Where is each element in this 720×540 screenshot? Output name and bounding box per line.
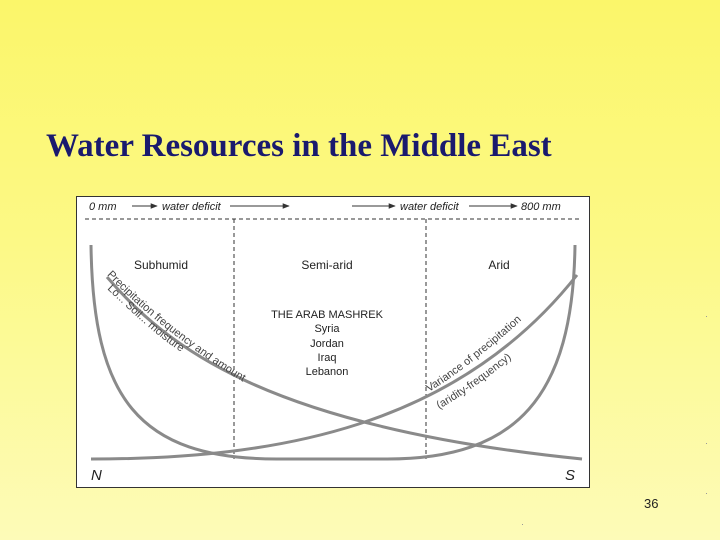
decorative-dot xyxy=(522,524,523,525)
region-country-syria: Syria xyxy=(314,323,340,335)
page-number: 36 xyxy=(644,496,659,511)
zone-label-subhumid: Subhumid xyxy=(133,258,189,272)
region-country-jordan: Jordan xyxy=(310,338,344,350)
decorative-dot xyxy=(706,493,707,494)
precipitation-curve-label: Precipitation frequency and amount xyxy=(104,268,248,385)
aridity-diagram xyxy=(76,196,590,488)
top-axis-right-value: 800 mm xyxy=(521,201,561,213)
top-axis-right-label: water deficit xyxy=(400,201,459,213)
top-axis-left-value: 0 mm xyxy=(89,201,117,213)
bottom-axis-south: S xyxy=(565,467,576,484)
variance-curve-label: Variance of precipitation xyxy=(424,313,524,395)
zone-label-semi-arid: Semi-arid xyxy=(301,258,353,272)
region-country-lebanon: Lebanon xyxy=(305,366,349,378)
region-heading: THE ARAB MASHREK xyxy=(271,309,383,321)
soil-moisture-label: Lo... Soil... moisture xyxy=(104,282,187,355)
slide-title: Water Resources in the Middle East xyxy=(46,128,552,164)
diagram-canvas xyxy=(77,197,589,487)
bottom-axis-north: N xyxy=(91,467,102,484)
top-axis-left-label: water deficit xyxy=(162,201,221,213)
aridity-frequency-label: (aridity-frequency) xyxy=(434,351,514,412)
zone-label-arid: Arid xyxy=(488,258,510,272)
decorative-dot xyxy=(706,443,707,444)
decorative-dot xyxy=(706,316,707,317)
region-country-iraq: Iraq xyxy=(317,352,337,364)
